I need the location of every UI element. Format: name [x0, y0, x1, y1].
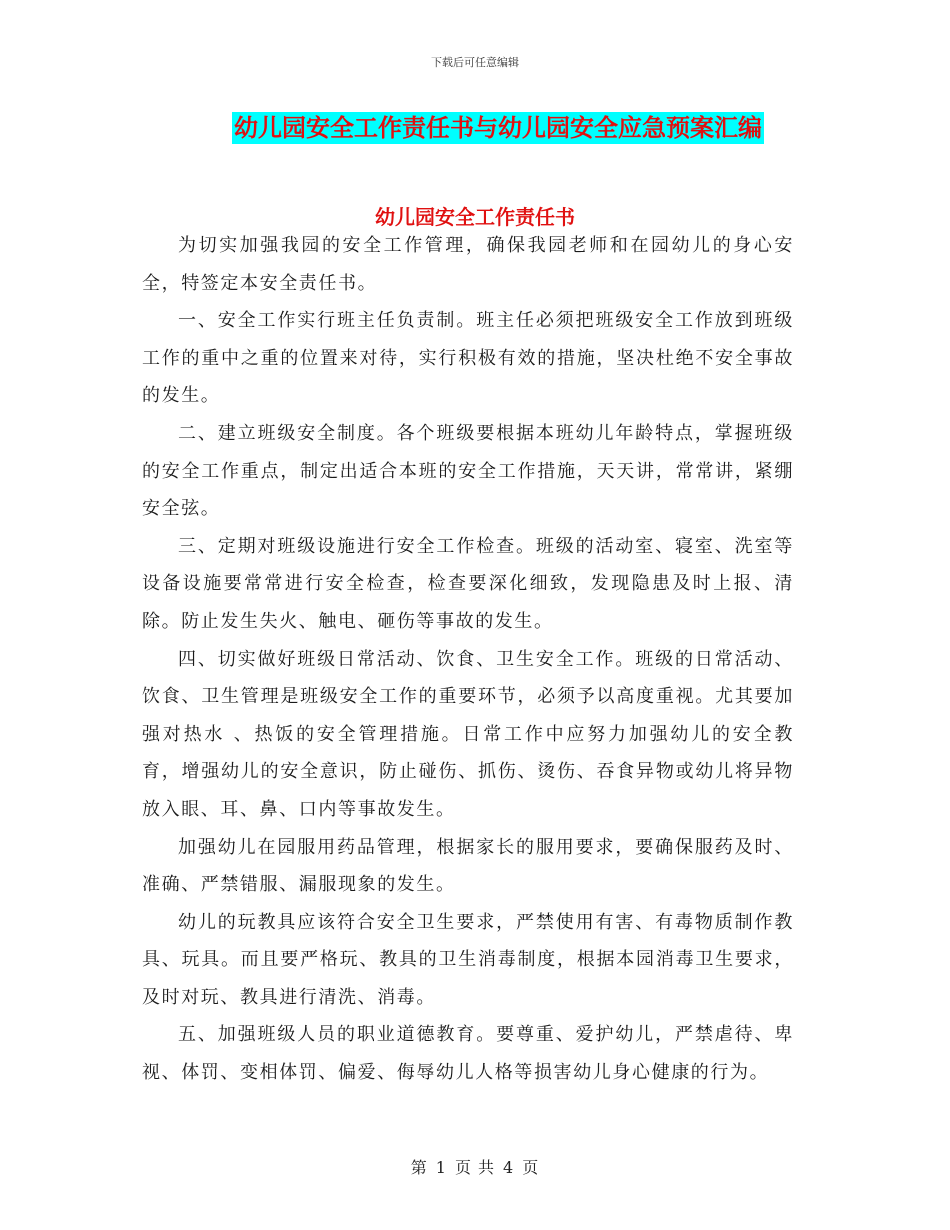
paragraph: 二、建立班级安全制度。各个班级要根据本班幼儿年龄特点，掌握班级的安全工作重点，制定出适合本班的安全工作措施，天天讲，常常讲，紧绷安全弦。 [142, 422, 794, 520]
page-suffix: 页 [522, 1158, 540, 1177]
paragraph: 加强幼儿在园服用药品管理，根据家长的服用要求，要确保服药及时、准确、严禁错服、漏服现象的发生。 [142, 836, 794, 896]
paragraph: 五、加强班级人员的职业道德教育。要尊重、爱护幼儿，严禁虐待、卑视、体罚、变相体罚、偏爱、侮辱幼儿人格等损害幼儿身心健康的行为。 [142, 1024, 794, 1084]
current-page-number: 1 [435, 1158, 447, 1177]
page-middle: 页 共 [454, 1158, 496, 1177]
paragraph: 三、定期对班级设施进行安全工作检查。班级的活动室、寝室、洗室等设备设施要常常进行安全检查，检查要深化细致，发现隐患及时上报、清除。防止发生失火、触电、砸伤等事故的发生。 [142, 535, 794, 632]
page-header-note: 下载后可任意编辑 [431, 56, 519, 69]
page-prefix: 第 [410, 1158, 428, 1177]
paragraph: 为切实加强我园的安全工作管理，确保我园老师和在园幼儿的身心安全，特签定本安全责任书。 [142, 235, 794, 294]
paragraph: 四、切实做好班级日常活动、饮食、卫生安全工作。班级的日常活动、饮食、卫生管理是班级安全工作的重要环节，必须予以高度重视。尤其要加强对热水 、热饭的安全管理措施。日常工作中应努力加强幼儿的安全教育，增强幼儿的安全意识，防止碰伤、抓伤、烫伤、吞食异物或幼儿将异物放入眼、耳、鼻、口内等事故发生。 [142, 648, 794, 820]
total-page-count: 4 [503, 1158, 515, 1177]
paragraph: 幼儿的玩教具应该符合安全卫生要求，严禁使用有害、有毒物质制作教具、玩具。而且要严格玩、教具的卫生消毒制度，根据本园消毒卫生要求，及时对玩、教具进行清洗、消毒。 [142, 911, 794, 1008]
document-body [142, 227, 794, 1092]
section-title: 幼儿园安全工作责任书 [375, 205, 575, 229]
document-title-wrap [0, 112, 950, 144]
page-footer [0, 1155, 950, 1178]
paragraph: 一、安全工作实行班主任负责制。班主任必须把班级安全工作放到班级工作的重中之重的位置来对待，实行积极有效的措施，坚决杜绝不安全事故的发生。 [142, 310, 794, 407]
document-title: 幼儿园安全工作责任书与幼儿园安全应急预案汇编 [234, 113, 762, 142]
